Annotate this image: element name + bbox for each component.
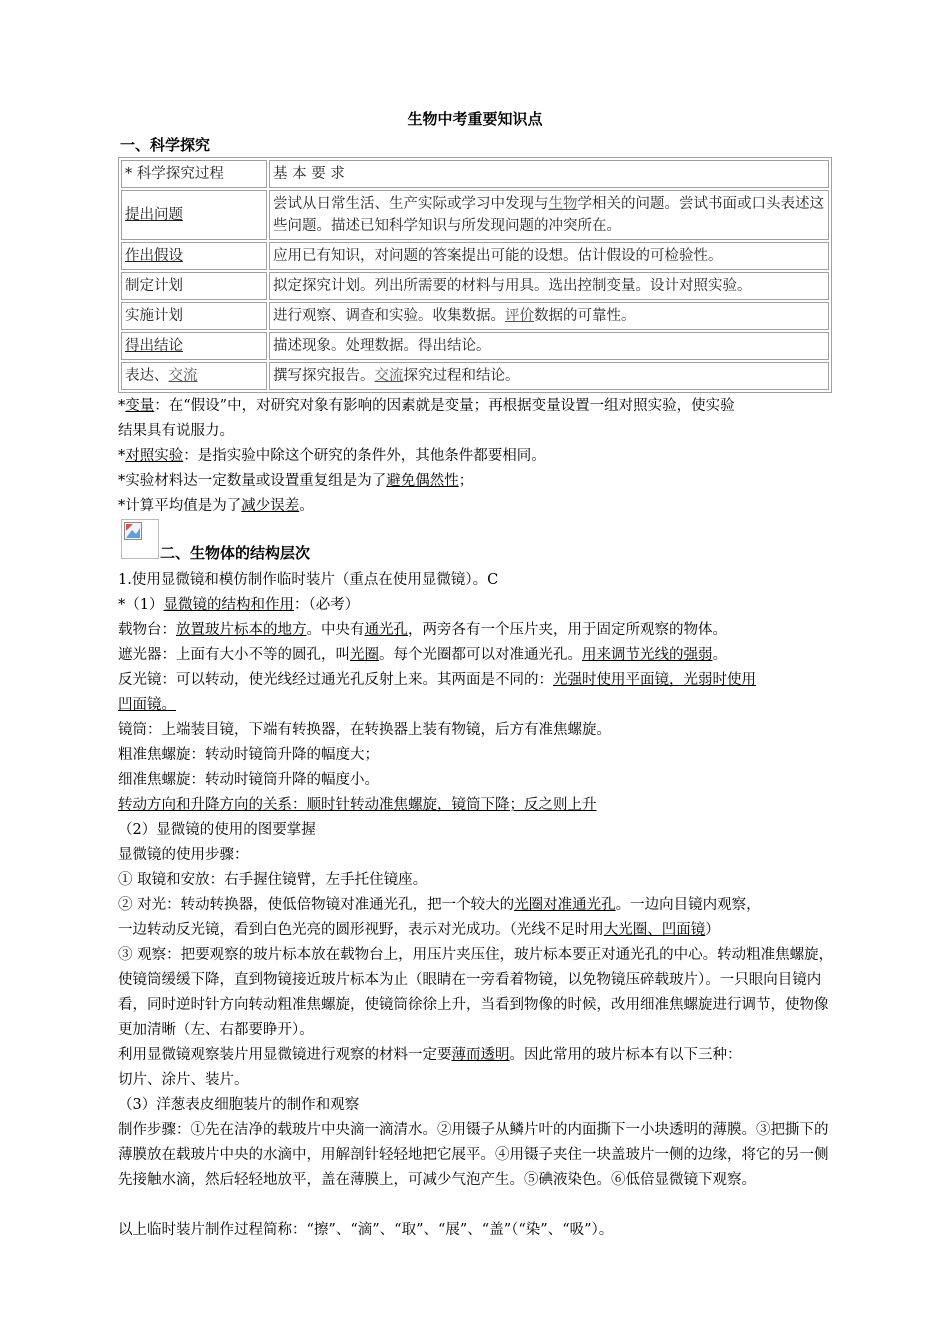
table-header-row xyxy=(121,160,829,188)
communicate-link[interactable]: 交流 xyxy=(168,368,198,384)
text-line xyxy=(118,618,838,643)
text-line xyxy=(118,918,838,943)
communicate-link[interactable]: 交流 xyxy=(374,368,404,384)
text-span: ② 对光：转动转换器，使低倍物镜对准通光孔，把一个较大的 xyxy=(118,897,515,913)
underlined-text: 用来调节光线的强弱 xyxy=(582,647,713,663)
note-text: ； xyxy=(458,473,474,489)
step-link[interactable]: 作出假设 xyxy=(125,248,183,264)
evaluate-link[interactable]: 评价 xyxy=(505,308,534,324)
requirement-text: 进行观察、调查和实验。收集数据。 xyxy=(273,308,505,324)
table-cell-step: 实施计划 xyxy=(121,302,267,330)
observation-paragraph: ③ 观察：把要观察的玻片标本放在载物台上，用压片夹压住，玻片标本要正对通光孔的中心。转动粗准焦螺旋，使镜筒缓缓下降，直到物镜接近玻片标本为止（眼睛在一旁看着物镜，以免物镜压碎载玻片）。一只眼向目镜内看，同时逆时针方向转动粗准焦螺旋，使镜筒徐徐上升，当看到物像的时候，改用细准焦螺旋进行调节，使物像更加清晰（左、右都要睁开）。 xyxy=(118,947,834,1038)
table-row xyxy=(121,332,829,360)
variable-link[interactable]: 变量 xyxy=(125,398,155,414)
section-heading-structure: 二、生物体的结构层次 xyxy=(160,544,311,562)
table-cell-step xyxy=(121,332,267,360)
text-span: 。 xyxy=(712,647,727,663)
table-cell-requirement xyxy=(269,190,829,240)
table-cell-requirement: 应用已有知识，对问题的答案提出可能的设想。估计假设的可检验性。 xyxy=(269,242,829,270)
table-cell-step xyxy=(121,190,267,240)
table-header-cell: 基 本 要 求 xyxy=(269,160,829,188)
table-row xyxy=(121,242,829,270)
table-row xyxy=(121,302,829,330)
biology-link[interactable]: 生物 xyxy=(548,196,578,212)
text-line: （2）显微镜的使用的图要掌握 xyxy=(118,822,316,838)
text-line: 细准焦螺旋：转动时镜筒升降的幅度小。 xyxy=(118,772,379,788)
text-line: 显微镜的使用步骤： xyxy=(118,847,249,863)
requirement-text: 探究过程和结论。 xyxy=(403,368,520,384)
underlined-text: 光强时使用平面镜，光弱时使用 xyxy=(553,672,756,688)
table-cell-step xyxy=(121,242,267,270)
text-line: ① 取镜和安放：右手握住镜臂，左手托住镜座。 xyxy=(118,872,428,888)
text-span: 一边转动反光镜，看到白色光亮的圆形视野，表示对光成功。（光线不足时用 xyxy=(118,922,604,938)
text-line xyxy=(118,793,838,818)
table-cell-requirement: 拟定探究计划。列出所需要的材料与用具。选出控制变量。设计对照实验。 xyxy=(269,272,829,300)
text-span: ，两旁各有一个压片夹，用于固定所观察的物体。 xyxy=(408,622,727,638)
underlined-text: 光圈 xyxy=(350,647,379,663)
text-line: 粗准焦螺旋：转动时镜筒升降的幅度大； xyxy=(118,747,379,763)
text-line xyxy=(118,693,838,718)
underlined-text: 转动方向和升降方向的关系：顺时针转动准焦螺旋，镜筒下降；反之则上升 xyxy=(118,797,597,813)
text-line xyxy=(118,668,838,693)
note-average xyxy=(118,494,838,519)
note-control-experiment xyxy=(118,444,838,469)
underlined-text: 通光孔 xyxy=(364,622,408,638)
note-text: ：是指实验中除这个研究的条件外，其他条件都要相同。 xyxy=(183,448,546,464)
requirement-text: 学相关的问题。尝试书面或口头表述这些问题。描述已知科学知识与所发现问题的冲突所在。 xyxy=(273,196,824,234)
table-row xyxy=(121,190,829,240)
text-span: 。每个光圈都可以对准通光孔。 xyxy=(379,647,582,663)
table-row xyxy=(121,362,829,390)
text-span: 遮光器：上面有大小不等的圆孔，叫 xyxy=(118,647,350,663)
text-span: 。中央有 xyxy=(306,622,365,638)
underlined-text: 避免偶然性 xyxy=(386,473,459,489)
table-cell-requirement xyxy=(269,362,829,390)
text-span: 利用显微镜观察装片用显微镜进行观察的材料一定要 xyxy=(118,1047,452,1063)
underlined-text: 光圈对准通光孔 xyxy=(514,897,616,913)
table-cell-requirement xyxy=(269,302,829,330)
underlined-text: 放置玻片标本的地方 xyxy=(176,622,307,638)
control-experiment-link[interactable]: 对照实验 xyxy=(125,448,184,464)
table-row xyxy=(121,272,829,300)
requirement-text: 数据的可靠性。 xyxy=(534,308,636,324)
note-text: ：在“假设”中，对研究对象有影响的因素就是变量；再根据变量设置一组对照实验，使实验 xyxy=(154,398,735,414)
section-heading-inquiry: 一、科学探究 xyxy=(120,136,211,154)
underlined-text: 凹面镜。 xyxy=(118,697,176,713)
text-line: 以上临时装片制作过程简称：“擦”、“滴”、“取”、“展”、“盖”（“染”、“吸”）。 xyxy=(118,1222,614,1238)
step-link[interactable]: 提出问题 xyxy=(125,207,183,223)
text-span: ：（必考） xyxy=(293,597,360,613)
requirement-text: 尝试从日常生活、生产实际或学习中发现与 xyxy=(273,196,549,212)
text-line: 切片、涂片、装片。 xyxy=(118,1072,249,1088)
table-header-cell: * 科学探究过程 xyxy=(121,160,267,188)
note-text: 。 xyxy=(299,498,314,514)
text-line: （3）洋葱表皮细胞装片的制作和观察 xyxy=(118,1097,360,1113)
table-cell-requirement: 描述现象。处理数据。得出结论。 xyxy=(269,332,829,360)
text-span: ） xyxy=(705,922,720,938)
step-link[interactable]: 得出结论 xyxy=(125,338,183,354)
text-line xyxy=(118,1043,838,1068)
table-cell-step: 制定计划 xyxy=(121,272,267,300)
underlined-text: 减少误差 xyxy=(241,498,300,514)
note-variable-cont: 结果具有说服力。 xyxy=(118,423,234,439)
text-span: 。一边向目镜内观察， xyxy=(615,897,761,913)
note-variable xyxy=(118,394,838,419)
text-line xyxy=(118,893,838,918)
text-line: 1.使用显微镜和模仿制作临时装片（重点在使用显微镜）。C xyxy=(118,572,499,588)
broken-image-icon xyxy=(121,519,159,559)
note-text: * xyxy=(118,448,126,464)
text-span: *（1） xyxy=(118,597,164,613)
document-title: 生物中考重要知识点 xyxy=(407,110,543,128)
procedure-paragraph: 制作步骤：①先在洁净的载玻片中央滴一滴清水。②用镊子从鳞片叶的内面撕下一小块透明的薄膜。③把撕下的薄膜放在载玻片中央的水滴中，用解剖针轻轻地把它展平。④用镊子夹住一块盖玻片一侧的边缘，将它的另一侧先接触水滴，然后轻轻地放平，盖在薄膜上，可减少气泡产生。⑤碘液染色。⑥低倍显微镜下观察。 xyxy=(118,1122,829,1188)
inquiry-table xyxy=(118,157,832,393)
underlined-text: 显微镜的结构和作用 xyxy=(163,597,294,613)
table-cell-step xyxy=(121,362,267,390)
text-span: 。因此常用的玻片标本有以下三种： xyxy=(509,1047,742,1063)
text-span: 反光镜：可以转动，使光线经过通光孔反射上来。其两面是不同的： xyxy=(118,672,553,688)
requirement-text: 撰写探究报告。 xyxy=(273,368,375,384)
step-text: 表达、 xyxy=(125,368,169,384)
text-line xyxy=(118,593,838,618)
note-text: *计算平均值是为了 xyxy=(118,498,242,514)
text-line: 镜筒：上端装目镜，下端有转换器，在转换器上装有物镜，后方有准焦螺旋。 xyxy=(118,722,611,738)
underlined-text: 薄而透明 xyxy=(451,1047,510,1063)
note-text: * xyxy=(118,398,126,414)
underlined-text: 大光圈、凹面镜 xyxy=(603,922,706,938)
note-repeat-group xyxy=(118,469,838,494)
text-line xyxy=(118,643,838,668)
note-text: *实验材料达一定数量或设置重复组是为了 xyxy=(118,473,387,489)
text-span: 载物台： xyxy=(118,622,176,638)
